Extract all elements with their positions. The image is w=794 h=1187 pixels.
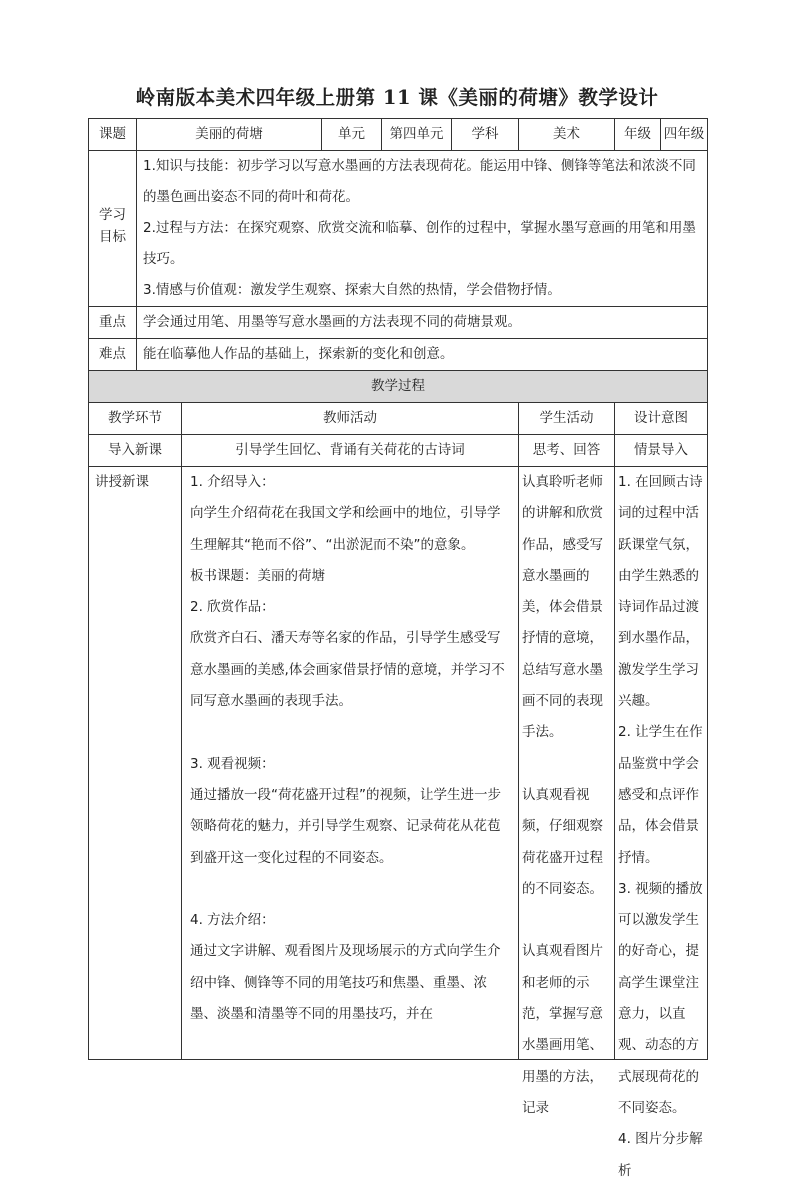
section-title: 3. 观看视频：	[190, 755, 275, 772]
intro-teacher: 引导学生回忆、背诵有关荷花的古诗词	[182, 435, 519, 467]
section-body: 欣赏齐白石、潘天寿等名家的作品，引导学生感受写意水墨画的美感,体会画家借景抒情的意境，并学习不同写意水墨画的表现手法。	[190, 630, 505, 710]
col-stage: 教学环节	[89, 403, 182, 435]
subject-label: 学科	[452, 119, 519, 151]
page-title: 岭南版本美术四年级上册第 11 课《美丽的荷塘》教学设计	[135, 86, 659, 109]
section-title: 4. 方法介绍：	[190, 912, 275, 929]
goals-content	[137, 151, 708, 307]
grade-value: 四年级	[661, 119, 708, 151]
col-teacher: 教师活动	[182, 403, 519, 435]
col-student: 学生活动	[519, 403, 615, 435]
goals-row	[89, 151, 708, 307]
main-intent	[615, 467, 708, 1179]
info-row	[89, 119, 708, 151]
key-point-label: 重点	[89, 307, 137, 339]
intro-row	[89, 435, 708, 467]
process-header: 教学过程	[89, 371, 708, 403]
grade-label: 年级	[615, 119, 661, 151]
section-title: 2. 欣赏作品：	[190, 599, 275, 616]
main-teacher	[182, 467, 519, 1060]
student-activity: 认真聆听老师的讲解和欣赏作品，感受写意水墨画的美，体会借景抒情的意境，总结写意水墨画不同的表现手法。	[522, 474, 603, 741]
goals-label: 学习目标	[89, 151, 137, 307]
difficulty-label: 难点	[89, 339, 137, 371]
design-intent: 3. 视频的播放可以激发学生的好奇心，提高学生课堂注意力，以直观、动态的方式展现荷花的不同姿态。	[618, 880, 703, 1116]
design-intent: 4. 图片分步解析	[618, 1131, 703, 1179]
intro-intent: 情景导入	[615, 435, 708, 467]
section-body: 向学生介绍荷花在我国文学和绘画中的地位，引导学生理解其“艳而不俗”、“出淤泥而不染”的意象。	[190, 505, 501, 553]
difficulty-text: 能在临摹他人作品的基础上，探索新的变化和创意。	[137, 339, 708, 371]
board-title: 板书课题：美丽的荷塘	[190, 567, 325, 584]
col-intent: 设计意图	[615, 403, 708, 435]
section-title: 1. 介绍导入：	[190, 474, 275, 490]
key-point-text: 学会通过用笔、用墨等写意水墨画的方法表现不同的荷塘景观。	[137, 307, 708, 339]
unit-value: 第四单元	[382, 119, 452, 151]
design-intent: 1. 在回顾古诗词的过程中活跃课堂气氛，由学生熟悉的诗词作品过渡到水墨作品，激发学生学习兴趣。	[618, 474, 703, 710]
subject-value: 美术	[519, 119, 615, 151]
lesson-value: 美丽的荷塘	[137, 119, 322, 151]
difficulty-row	[89, 339, 708, 371]
section-body: 通过播放一段“荷花盛开过程”的视频，让学生进一步领略荷花的魅力，并引导学生观察、记录荷花从花苞到盛开这一变化过程的不同姿态。	[190, 786, 501, 866]
section-body: 通过文字讲解、观看图片及现场展示的方式向学生介绍中锋、侧锋等不同的用笔技巧和焦墨、重墨、浓墨、淡墨和清墨等不同的用墨技巧，并在	[190, 943, 501, 1023]
intro-stage: 导入新课	[89, 435, 182, 467]
main-student	[519, 467, 615, 1116]
process-header-row	[89, 371, 708, 403]
student-activity: 认真观看图片和老师的示范，掌握写意水墨画用笔、用墨的方法，记录	[522, 943, 603, 1116]
lesson-label: 课题	[89, 119, 137, 151]
main-stage: 讲授新课	[89, 467, 182, 1060]
main-row	[89, 467, 708, 1060]
student-activity: 认真观看视频，仔细观察荷花盛开过程的不同姿态。	[522, 786, 603, 897]
intro-student: 思考、回答	[519, 435, 615, 467]
process-columns-row	[89, 403, 708, 435]
key-point-row	[89, 307, 708, 339]
goal-item: 3.情感与价值观：激发学生观察、探索大自然的热情，学会借物抒情。	[143, 282, 561, 298]
design-intent: 2. 让学生在作品鉴赏中学会感受和点评作品，体会借景抒情。	[618, 724, 703, 866]
unit-label: 单元	[322, 119, 382, 151]
lesson-plan-table	[88, 118, 708, 1179]
goal-item: 1.知识与技能：初步学习以写意水墨画的方法表现荷花。能运用中锋、侧锋等笔法和浓淡不同的墨色画出姿态不同的荷叶和荷花。	[143, 158, 696, 205]
goal-item: 2.过程与方法：在探究观察、欣赏交流和临摹、创作的过程中，掌握水墨写意画的用笔和用墨技巧。	[143, 220, 696, 267]
